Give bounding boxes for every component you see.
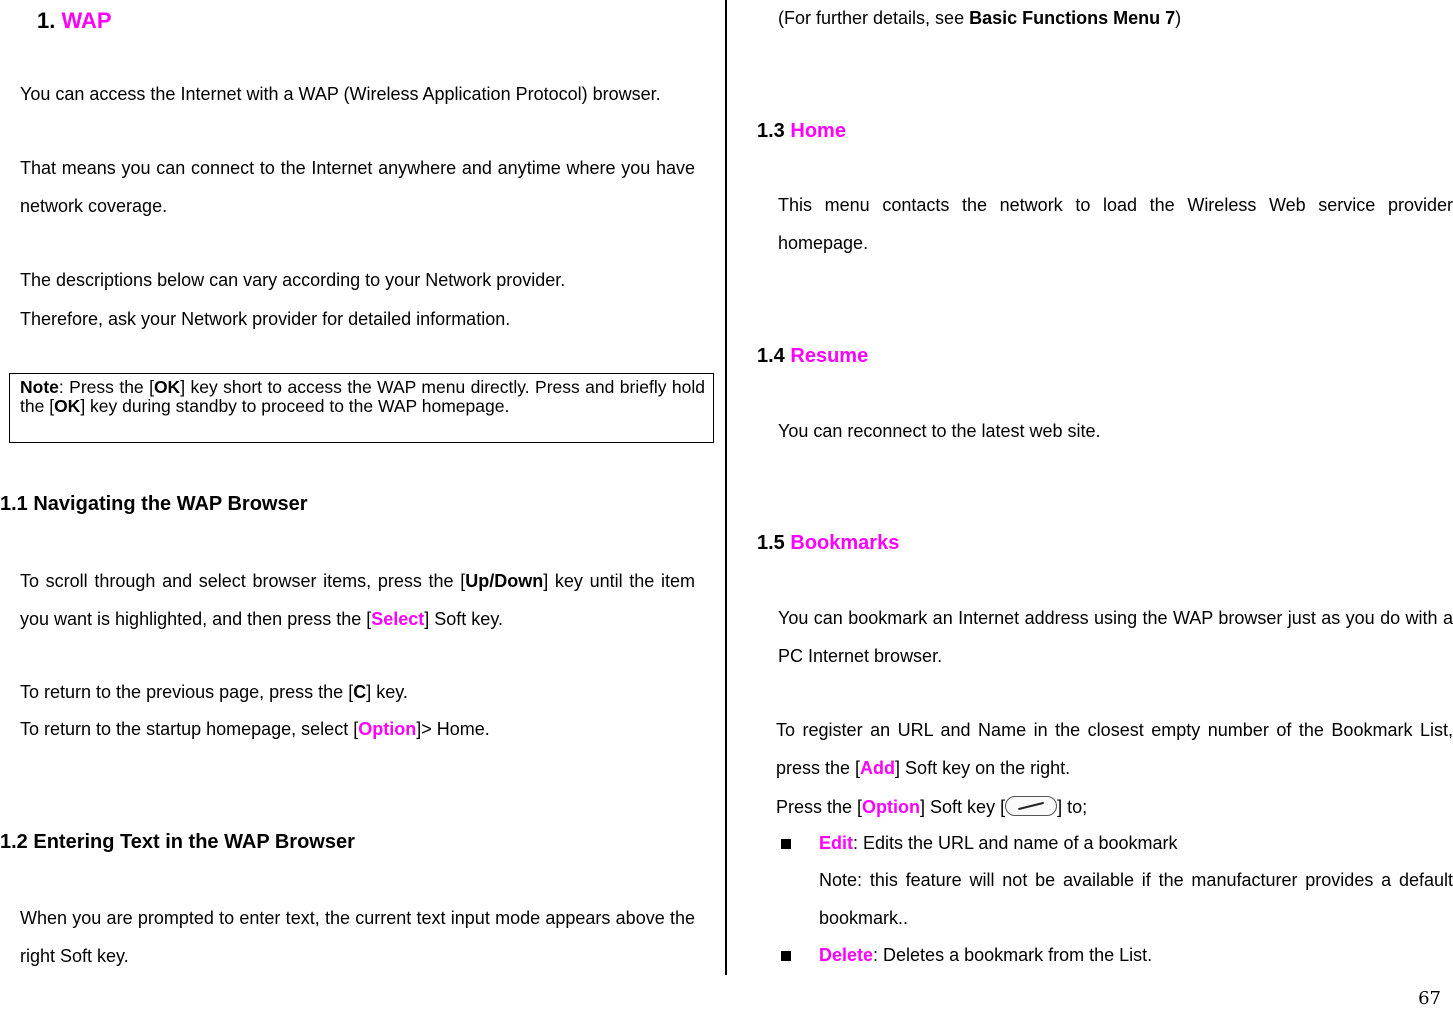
edit-description: : Edits the URL and name of a bookmark bbox=[853, 833, 1178, 853]
chapter-heading bbox=[37, 8, 112, 34]
intro-paragraph-3-line-1: The descriptions below can vary according to your Network provider. bbox=[20, 270, 566, 290]
text: ] Soft key on the right. bbox=[895, 757, 1071, 778]
ok-key: OK bbox=[54, 396, 81, 416]
note-text: : Press the [ bbox=[58, 377, 154, 397]
option-softkey: Option bbox=[358, 719, 417, 739]
chapter-title: WAP bbox=[61, 8, 112, 33]
section-1-4-heading bbox=[757, 345, 868, 368]
text: ]> Home. bbox=[416, 719, 490, 739]
section-number: 1.5 bbox=[757, 532, 785, 554]
note-box bbox=[9, 373, 714, 443]
text: ] key. bbox=[366, 682, 408, 702]
text: ] Soft key. bbox=[424, 608, 503, 629]
delete-term: Delete bbox=[819, 945, 874, 965]
chapter-number: 1. bbox=[37, 8, 56, 33]
return-home-line bbox=[20, 719, 490, 740]
note-text: ] key during standby to proceed to the WAP homepage. bbox=[80, 396, 510, 416]
section-title: Home bbox=[790, 120, 846, 142]
section-title: Bookmarks bbox=[790, 532, 900, 554]
soft-key-pen-icon bbox=[1005, 796, 1057, 816]
intro-paragraph-2: That means you can connect to the Internet anywhere and anytime where you have network coverage. bbox=[20, 158, 695, 216]
text: ] Soft key [ bbox=[920, 797, 1006, 817]
intro-paragraph-1: You can access the Internet with a WAP (Wireless Application Protocol) browser. bbox=[20, 84, 661, 104]
section-1-5-paragraph-2 bbox=[776, 712, 1453, 787]
note-label: Note bbox=[20, 377, 59, 397]
column-divider bbox=[725, 0, 727, 975]
up-down-key: Up/Down bbox=[465, 571, 544, 591]
section-1-1-paragraph bbox=[20, 563, 695, 638]
bullet-square-icon bbox=[781, 839, 791, 849]
text: To return to the previous page, press the [ bbox=[20, 682, 354, 702]
page-number: 67 bbox=[1418, 988, 1441, 1009]
c-key: C bbox=[353, 682, 367, 702]
return-previous-line bbox=[20, 682, 408, 703]
text: ] to; bbox=[1057, 797, 1088, 817]
text: (For further details, see bbox=[778, 8, 970, 28]
section-1-3-heading bbox=[757, 120, 846, 143]
section-1-2-heading: 1.2 Entering Text in the WAP Browser bbox=[0, 831, 355, 853]
note-text: ] key short to access the WAP menu directly. Press and briefly hold the [ bbox=[20, 377, 705, 416]
text: Press the [ bbox=[776, 797, 863, 817]
edit-note: Note: this feature will not be available if the manufacturer provides a default bookmark.. bbox=[819, 870, 1453, 928]
text: To register an URL and Name in the closest empty number of the Bookmark List, press the [ bbox=[776, 720, 1453, 778]
text: To scroll through and select browser items, press the [ bbox=[20, 571, 466, 591]
option-softkey: Option bbox=[862, 797, 921, 817]
bullet-delete bbox=[819, 945, 1152, 966]
section-1-2-paragraph: When you are prompted to enter text, the current text input mode appears above the right Soft key. bbox=[20, 908, 695, 966]
section-number: 1.3 bbox=[757, 120, 785, 142]
edit-term: Edit bbox=[819, 833, 853, 853]
bullet-square-icon bbox=[781, 951, 791, 961]
section-title: Resume bbox=[790, 345, 869, 367]
section-1-5-paragraph-1: You can bookmark an Internet address using the WAP browser just as you do with a PC Internet browser. bbox=[778, 608, 1453, 666]
text: ) bbox=[1175, 8, 1182, 28]
basic-functions-reference: Basic Functions Menu 7 bbox=[969, 8, 1176, 28]
delete-description: : Deletes a bookmark from the List. bbox=[873, 945, 1153, 965]
press-option-line bbox=[776, 796, 1087, 818]
text: To return to the startup homepage, select [ bbox=[20, 719, 359, 739]
section-1-3-paragraph: This menu contacts the network to load the Wireless Web service provider homepage. bbox=[778, 195, 1453, 253]
select-softkey: Select bbox=[371, 608, 425, 629]
add-softkey: Add bbox=[860, 757, 896, 778]
ok-key: OK bbox=[153, 377, 181, 397]
section-1-1-heading: 1.1 Navigating the WAP Browser bbox=[0, 493, 308, 515]
section-1-4-paragraph: You can reconnect to the latest web site. bbox=[778, 421, 1101, 441]
section-1-5-heading bbox=[757, 532, 899, 555]
text: ] key until the item you want is highlighted, and then press the [ bbox=[20, 571, 695, 629]
further-details-line bbox=[778, 8, 1181, 29]
section-number: 1.4 bbox=[757, 345, 785, 367]
intro-paragraph-3-line-2: Therefore, ask your Network provider for detailed information. bbox=[20, 309, 511, 329]
bullet-edit bbox=[819, 833, 1178, 854]
